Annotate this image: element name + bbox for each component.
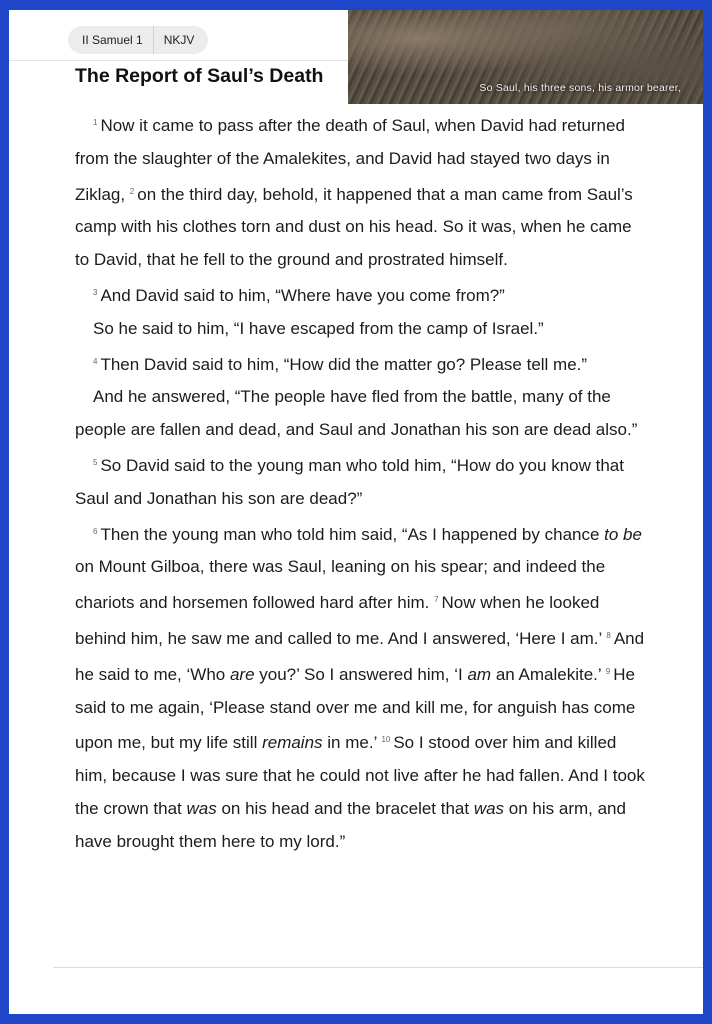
verse-text: on his head and the bracelet that <box>216 798 474 818</box>
verse-paragraph <box>75 277 645 313</box>
verse-text: So he said to him, “I have escaped from the camp of Israel.” <box>93 318 544 338</box>
verse-number[interactable]: 8 <box>606 630 611 640</box>
verse-paragraph <box>75 381 645 447</box>
verse-text: And he answered, “The people have fled from the battle, many of the people are fallen and dead, and Saul and Jonathan his son are dead also.” <box>75 387 638 440</box>
verse-text: on the third day, behold, it happened that a man came from Saul’s camp with his clothes torn and dust on his head. So it was, when he came to David, that he fell to the ground and prostrated himself. <box>75 184 633 270</box>
verse-paragraph <box>75 516 645 859</box>
scripture-text[interactable] <box>75 107 645 859</box>
verse-text: Now when he looked behind him, he saw me and called to me. And I answered, ‘Here I am.’ <box>75 593 607 648</box>
verse-number[interactable]: 4 <box>93 356 98 366</box>
italic-text: to be <box>604 524 642 544</box>
verse-text: He said to me again, ‘Please stand over me and kill me, for anguish has come upon me, but my life still <box>75 664 636 753</box>
section-heading: The Report of Saul’s Death <box>75 65 324 87</box>
verse-text: an Amalekite.’ <box>491 664 606 684</box>
video-thumbnail[interactable] <box>348 10 703 104</box>
verse-number[interactable]: 5 <box>93 457 98 467</box>
verse-text: on Mount Gilboa, there was Saul, leaning on his spear; and indeed the chariots and horsemen followed hard after him. <box>75 557 606 613</box>
verse-text: Then David said to him, “How did the matter go? Please tell me.” <box>100 354 588 374</box>
verse-text: So I stood over him and killed him, because I was sure that he could not live after he had fallen. And I took the crown that <box>75 733 645 818</box>
verse-paragraph <box>75 346 645 382</box>
verse-paragraph <box>75 313 645 346</box>
verse-text: And David said to him, “Where have you come from?” <box>100 285 505 305</box>
italic-text: was <box>186 798 217 818</box>
verse-number[interactable]: 3 <box>93 287 98 297</box>
verse-text: And he said to me, ‘Who <box>75 628 645 684</box>
italic-text: am <box>467 664 492 684</box>
verse-number[interactable]: 1 <box>93 118 98 127</box>
video-caption: So Saul, his three sons, his armor bearer, <box>479 82 681 94</box>
verse-text: Now it came to pass after the death of Saul, when David had returned from the slaughter of the Amalekites, and David had stayed two days in Ziklag, <box>75 116 625 204</box>
verse-paragraph <box>75 447 645 516</box>
verse-text: Then the young man who told him said, “As I happened by chance <box>100 524 605 544</box>
italic-text: are <box>229 664 255 684</box>
italic-text: remains <box>262 733 323 753</box>
verse-paragraph <box>75 107 645 277</box>
version-button[interactable]: NKJV <box>163 33 195 47</box>
verse-number[interactable]: 9 <box>605 666 611 676</box>
verse-text: you?’ So I answered him, ‘I <box>254 664 468 684</box>
reader-page <box>9 10 703 1014</box>
bottom-divider <box>53 967 703 968</box>
verse-text: in me.’ <box>322 733 382 753</box>
verse-number[interactable]: 10 <box>381 735 391 745</box>
verse-number[interactable]: 7 <box>434 595 439 605</box>
italic-text: was <box>473 798 505 818</box>
book-chapter-button[interactable]: II Samuel 1 <box>68 26 154 54</box>
verse-number[interactable]: 2 <box>129 186 135 196</box>
verse-text: on his arm, and have brought them here to my lord.” <box>75 798 626 851</box>
verse-number[interactable]: 6 <box>93 526 98 536</box>
verse-text: So David said to the young man who told him, “How do you know that Saul and Jonathan his son are dead?” <box>75 455 624 508</box>
chapter-version-selector[interactable] <box>68 26 208 54</box>
